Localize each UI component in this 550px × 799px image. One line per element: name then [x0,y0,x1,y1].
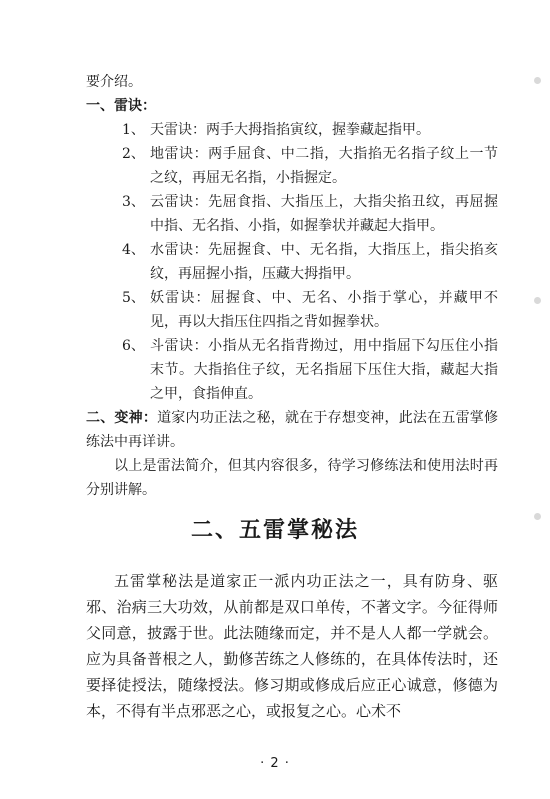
page-number: · 2 · [260,756,290,771]
list-item [122,286,498,334]
section1-heading: 一、雷诀： [86,98,156,114]
binder-hole [534,77,541,84]
chapter-paragraph: 五雷掌秘法是道家正一派内功正法之一，具有防身、驱邪、治病三大功效，从前都是双口单传，不著文字。今征得师父同意，披露于世。此法随缘而定，并不是人人都一学就会。应为具备普根之人，勤修苦练之人修练的，在具体传法时，还要择徒授法，随缘授法。修习期或修成后应正心诚意，修德为本，不得有半点邪恶之心，或报复之心。心术不 [86,572,498,720]
item-number: 2、 [122,146,145,162]
list-item [122,190,498,238]
list-item [122,142,498,190]
chapter-title: 二、五雷掌秘法 [190,518,359,543]
list-item [122,238,498,286]
section2-text: 道家内功正法之秘，就在于存想变神，此法在五雷掌修练法中再详讲。 [86,410,499,450]
item-text: 云雷诀：先屈食指、大指压上，大指尖掐丑纹，再屈握中指、无名指、小指，如握拳状并藏起大指甲。 [150,194,498,234]
item-text: 天雷诀：两手大拇指掐寅纹，握拳藏起指甲。 [150,122,430,138]
item-number: 6、 [122,338,145,354]
item-text: 地雷诀：两手屈食、中二指，大指掐无名指子纹上一节之纹，再屈无名指，小指握定。 [150,146,498,186]
binder-hole [534,297,541,304]
intro-tail-line: 要介绍。 [86,74,142,90]
closing-paragraph: 以上是雷法简介，但其内容很多，待学习修练法和使用法时再分别讲解。 [86,458,498,498]
item-text: 斗雷诀：小指从无名指背拗过，用中指屈下勾压住小指末节。大指掐住子纹，无名指屈下压住大指，藏起大指之甲，食指伸直。 [150,338,498,402]
item-text: 妖雷诀：屈握食、中、无名、小指于掌心，并藏甲不见，再以大指压住四指之背如握拳状。 [150,290,498,330]
section2-paragraph [86,406,498,454]
item-number: 5、 [122,290,145,306]
item-number: 4、 [122,242,145,258]
list-item [122,118,498,142]
section2-heading: 二、变神： [86,410,158,426]
item-number: 3、 [122,194,145,210]
upper-text-block [86,70,498,502]
item-number: 1、 [122,122,145,138]
item-text: 水雷诀：先屈握食、中、无名指，大指压上，指尖掐亥纹，再屈握小指，压藏大拇指甲。 [150,242,498,282]
list-item [122,334,498,406]
